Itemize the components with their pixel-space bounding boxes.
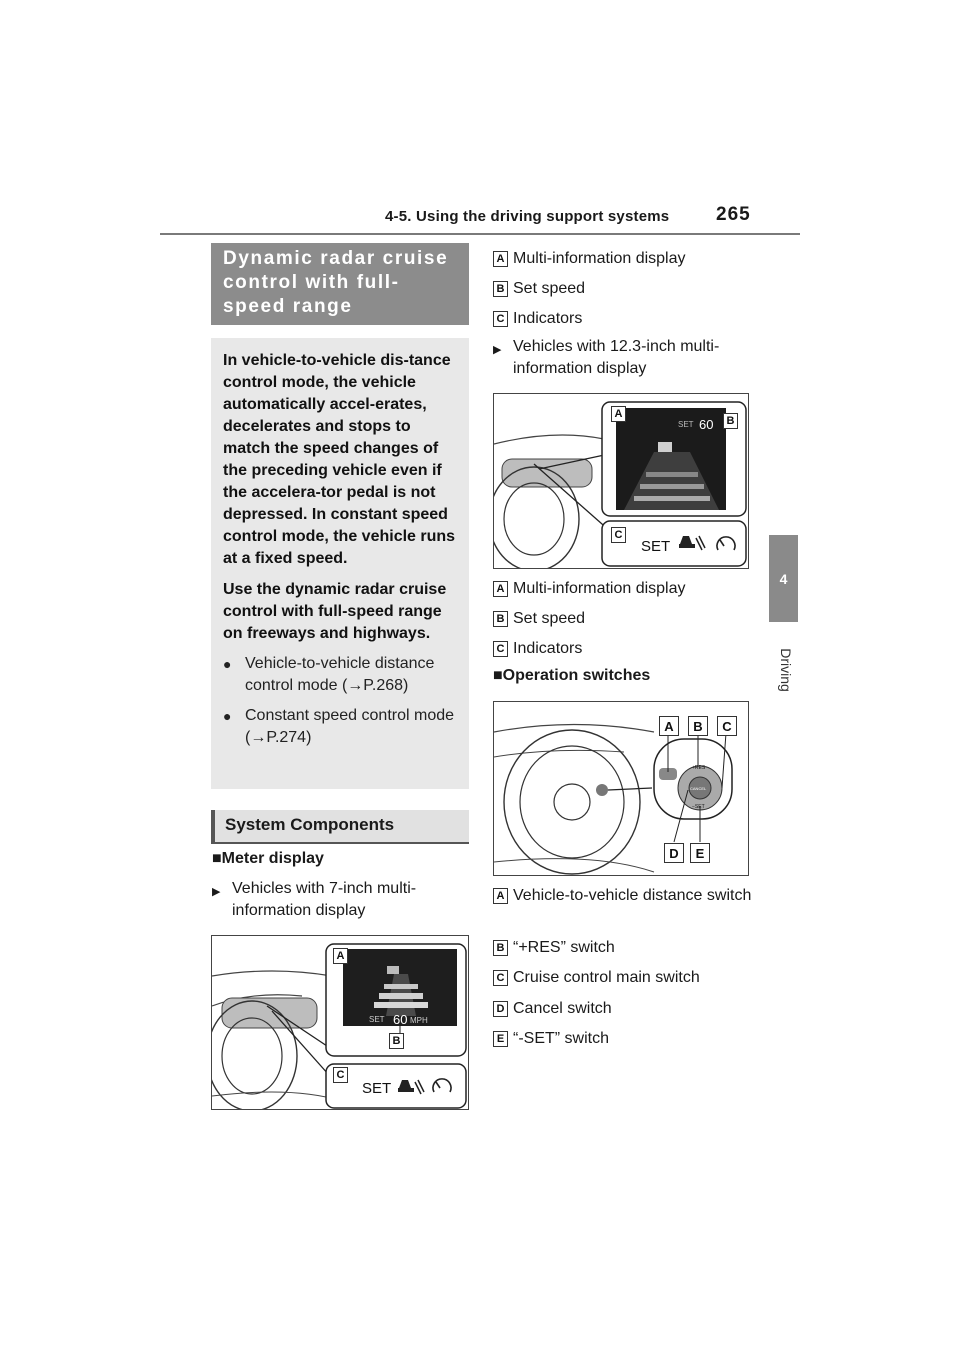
- cancel-switch-text: CANCEL: [690, 786, 707, 791]
- set-indicator-text: SET: [369, 1015, 385, 1024]
- components-heading: System Components: [211, 810, 469, 844]
- callout-label-c: C: [333, 1067, 348, 1083]
- legend-item: B “+RES” switch: [493, 937, 615, 958]
- operation-heading: ■Operation switches: [493, 667, 651, 684]
- callout-label-b: B: [723, 413, 738, 429]
- callout-label-a: A: [333, 948, 348, 964]
- legend-item: C Cruise control main switch: [493, 967, 700, 988]
- topic-title-box: Dynamic radar cruise control with full-speed range: [211, 243, 469, 325]
- legend-item: B Set speed: [493, 278, 585, 299]
- bullet-text: Vehicle-to-vehicle distance control mode (→P.268): [245, 655, 435, 694]
- callout-label-c: C: [717, 716, 737, 736]
- set-indicator-text: SET: [362, 1080, 392, 1097]
- mode-bullet-2: [223, 705, 457, 749]
- bullet-text: Constant speed control mode (→P.274): [245, 707, 455, 746]
- page-number: 265: [716, 204, 751, 225]
- intro-paragraph-1: In vehicle-to-vehicle dis-tance control mode, the vehicle automatically accel-erates, decelerates and stops to match the speed changes of the preceding vehicle even if the accelera-tor pedal is not depressed. In constant speed control mode, the vehicle runs at a fixed speed.: [223, 352, 456, 567]
- legend-item: D Cancel switch: [493, 998, 612, 1019]
- callout-label-b: B: [389, 1033, 404, 1049]
- set-switch-text: −SET: [692, 804, 705, 810]
- vehicles-12inch-line: ▶ Vehicles with 12.3-inch multi-information display: [493, 336, 755, 380]
- set-indicator-text: SET: [641, 538, 671, 555]
- res-switch-text: +RES: [692, 765, 706, 771]
- callout-label-a: A: [659, 716, 679, 736]
- legend-item: B Set speed: [493, 608, 585, 629]
- legend-item: A Multi-information display: [493, 578, 686, 599]
- section-title: 4-5. Using the driving support systems: [385, 208, 670, 225]
- page-ref-link[interactable]: P.268): [363, 677, 409, 694]
- chapter-label: Driving: [778, 648, 794, 692]
- square-icon: ■: [212, 850, 222, 867]
- callout-label-e: E: [690, 843, 710, 863]
- legend-item: E “-SET” switch: [493, 1028, 609, 1049]
- intro-paragraph-2: Use the dynamic radar cruise control with full-speed range on freeways and highways.: [223, 581, 447, 642]
- header-rule: [160, 233, 800, 235]
- legend-item: C Indicators: [493, 308, 582, 329]
- legend-item: A Vehicle-to-vehicle distance switch: [493, 885, 755, 906]
- vehicles-7inch-line: ▶ Vehicles with 7-inch multi-information display: [212, 878, 470, 922]
- figure-7inch-display: [211, 935, 469, 1110]
- bullet-icon: ●: [223, 656, 232, 672]
- square-icon: ■: [493, 667, 503, 684]
- meter-heading: ■Meter display: [212, 850, 324, 867]
- intro-box: [211, 338, 469, 789]
- callout-label-b: B: [688, 716, 708, 736]
- legend-item: C Indicators: [493, 638, 582, 659]
- arrow-icon: →: [250, 729, 267, 746]
- chapter-number: 4: [779, 570, 788, 587]
- set-indicator-text: SET: [678, 420, 694, 429]
- figure-switches-drawing: [494, 702, 749, 876]
- callout-label-c: C: [611, 527, 626, 543]
- speed-unit-text: MPH: [410, 1016, 428, 1025]
- triangle-icon: ▶: [493, 344, 502, 356]
- page-ref-link[interactable]: P.274): [266, 729, 312, 746]
- chapter-tab: [769, 535, 798, 622]
- legend-item: A Multi-information display: [493, 248, 686, 269]
- figure-operation-switches: [493, 701, 749, 876]
- arrow-icon: →: [347, 677, 364, 694]
- callout-label-d: D: [664, 843, 684, 863]
- set-speed-text: 60: [699, 417, 714, 432]
- callout-label-a: A: [611, 406, 626, 422]
- figure-12inch-display: [493, 393, 749, 569]
- mode-bullet-1: [223, 653, 457, 697]
- triangle-icon: ▶: [212, 886, 221, 898]
- set-speed-text: 60: [393, 1012, 408, 1027]
- bullet-icon: ●: [223, 708, 232, 724]
